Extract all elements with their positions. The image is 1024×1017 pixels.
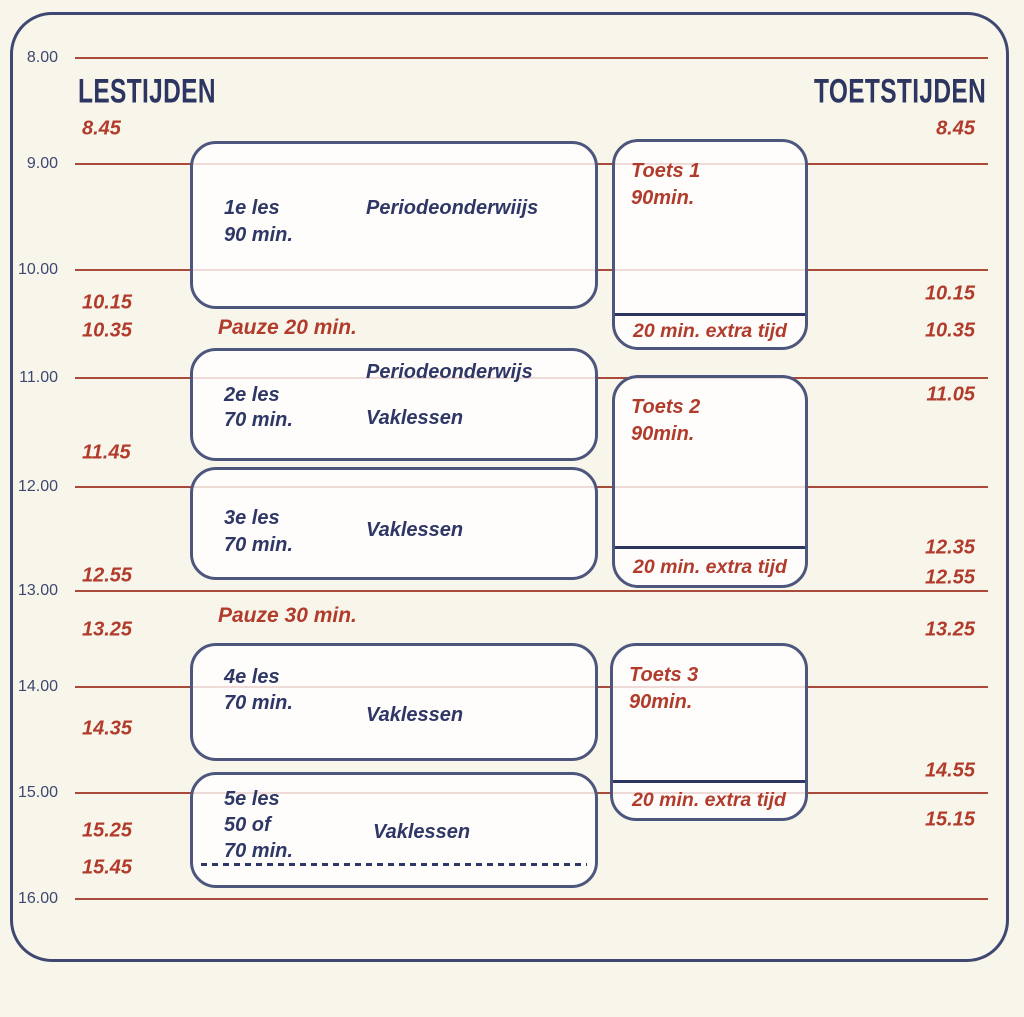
lesson-time-label: 13.25 — [82, 618, 133, 641]
lesson-block-text: 3e les — [224, 507, 280, 529]
test-block-toets-1 — [612, 139, 808, 350]
lesson-block-text: 1e les — [224, 197, 280, 219]
extra-time-strip — [615, 546, 805, 585]
test-time-label: 10.35 — [924, 319, 975, 342]
lestijden-heading: LESTIJDEN — [78, 72, 216, 111]
test-time-label: 11.05 — [926, 383, 975, 406]
test-block-toets-2 — [612, 375, 808, 588]
test-block-title-line: Toets 3 — [629, 664, 699, 686]
test-time-label: 10.15 — [924, 282, 975, 305]
lesson-time-label: 15.45 — [82, 856, 133, 879]
lesson-time-label: 8.45 — [82, 117, 121, 140]
test-block-toets-3 — [610, 643, 808, 821]
test-time-label: 15.15 — [924, 808, 975, 831]
lesson-block-text: Vaklessen — [373, 821, 471, 843]
lesson-block-les-1 — [190, 141, 598, 309]
hour-label: 11.00 — [19, 369, 58, 386]
hour-label: 16.00 — [17, 890, 58, 907]
hour-label: 9.00 — [26, 155, 58, 172]
hour-label: 12.00 — [17, 478, 58, 495]
test-time-label: 12.55 — [924, 566, 975, 589]
test-time-label: 14.55 — [924, 759, 975, 782]
lesson-block-text: 90 min. — [224, 224, 293, 246]
test-block-title-line: 90min. — [631, 423, 695, 445]
lesson-block-text: 70 min. — [224, 840, 293, 862]
lesson-block-text: Vaklessen — [366, 519, 464, 541]
lesson-block-text: Vaklessen — [366, 407, 464, 429]
extra-time-strip — [615, 313, 805, 347]
test-time-label: 8.45 — [936, 117, 975, 140]
test-block-title — [631, 394, 700, 448]
lesson-block-text: 5e les — [224, 788, 280, 810]
hour-label: 14.00 — [17, 678, 58, 695]
lesson-block-text: 4e les — [224, 666, 280, 688]
lesson-time-label: 10.35 — [82, 319, 133, 342]
lesson-block-les-5 — [190, 772, 598, 888]
hour-label: 13.00 — [17, 582, 58, 599]
lesson-block-text: Periodeonderwijs — [366, 361, 533, 383]
test-block-title-line: Toets 2 — [631, 396, 701, 418]
extra-time-label: 20 min. extra tijd — [633, 320, 787, 342]
lesson-block-les-4 — [190, 643, 598, 761]
test-block-title-line: 90min. — [631, 187, 695, 209]
test-block-title — [629, 662, 698, 716]
lesson-time-label: 11.45 — [82, 441, 131, 464]
lesson-time-label: 15.25 — [82, 819, 133, 842]
test-time-label: 12.35 — [924, 536, 975, 559]
lesson-time-label: 14.35 — [82, 717, 133, 740]
lesson-block-les-3 — [190, 467, 598, 580]
hour-label: 15.00 — [17, 784, 58, 801]
test-time-label: 13.25 — [924, 618, 975, 641]
extra-time-label: 20 min. extra tijd — [633, 555, 787, 578]
lesson-time-label: 12.55 — [82, 564, 133, 587]
lesson-block-text: 2e les — [224, 384, 280, 406]
lesson-block-text: 70 min. — [224, 692, 293, 714]
break-label: Pauze 30 min. — [218, 604, 357, 627]
extra-time-strip — [613, 780, 805, 818]
lesson-block-text: 70 min. — [224, 534, 293, 556]
lesson-block-les-2 — [190, 348, 598, 461]
hour-label: 10.00 — [17, 261, 58, 278]
hour-label: 8.00 — [26, 49, 58, 66]
lesson-time-label: 10.15 — [82, 291, 133, 314]
lesson-block-text: 70 min. — [224, 409, 293, 431]
lesson-block-text: Periodeonderwiijs — [366, 197, 539, 219]
test-block-title-line: Toets 1 — [631, 160, 701, 182]
hour-line — [75, 898, 988, 900]
extra-time-label: 20 min. extra tijd — [632, 789, 786, 811]
test-block-title-line: 90min. — [629, 691, 693, 713]
break-label: Pauze 20 min. — [218, 316, 357, 339]
lesson-block-text: Vaklessen — [366, 704, 464, 726]
lesson-end-option-dashed-line — [201, 863, 587, 866]
hour-line — [75, 57, 988, 59]
hour-line — [75, 590, 988, 592]
test-block-title — [631, 158, 700, 212]
lesson-block-text: 50 of — [224, 814, 271, 836]
toetstijden-heading: TOETSTIJDEN — [813, 72, 986, 111]
